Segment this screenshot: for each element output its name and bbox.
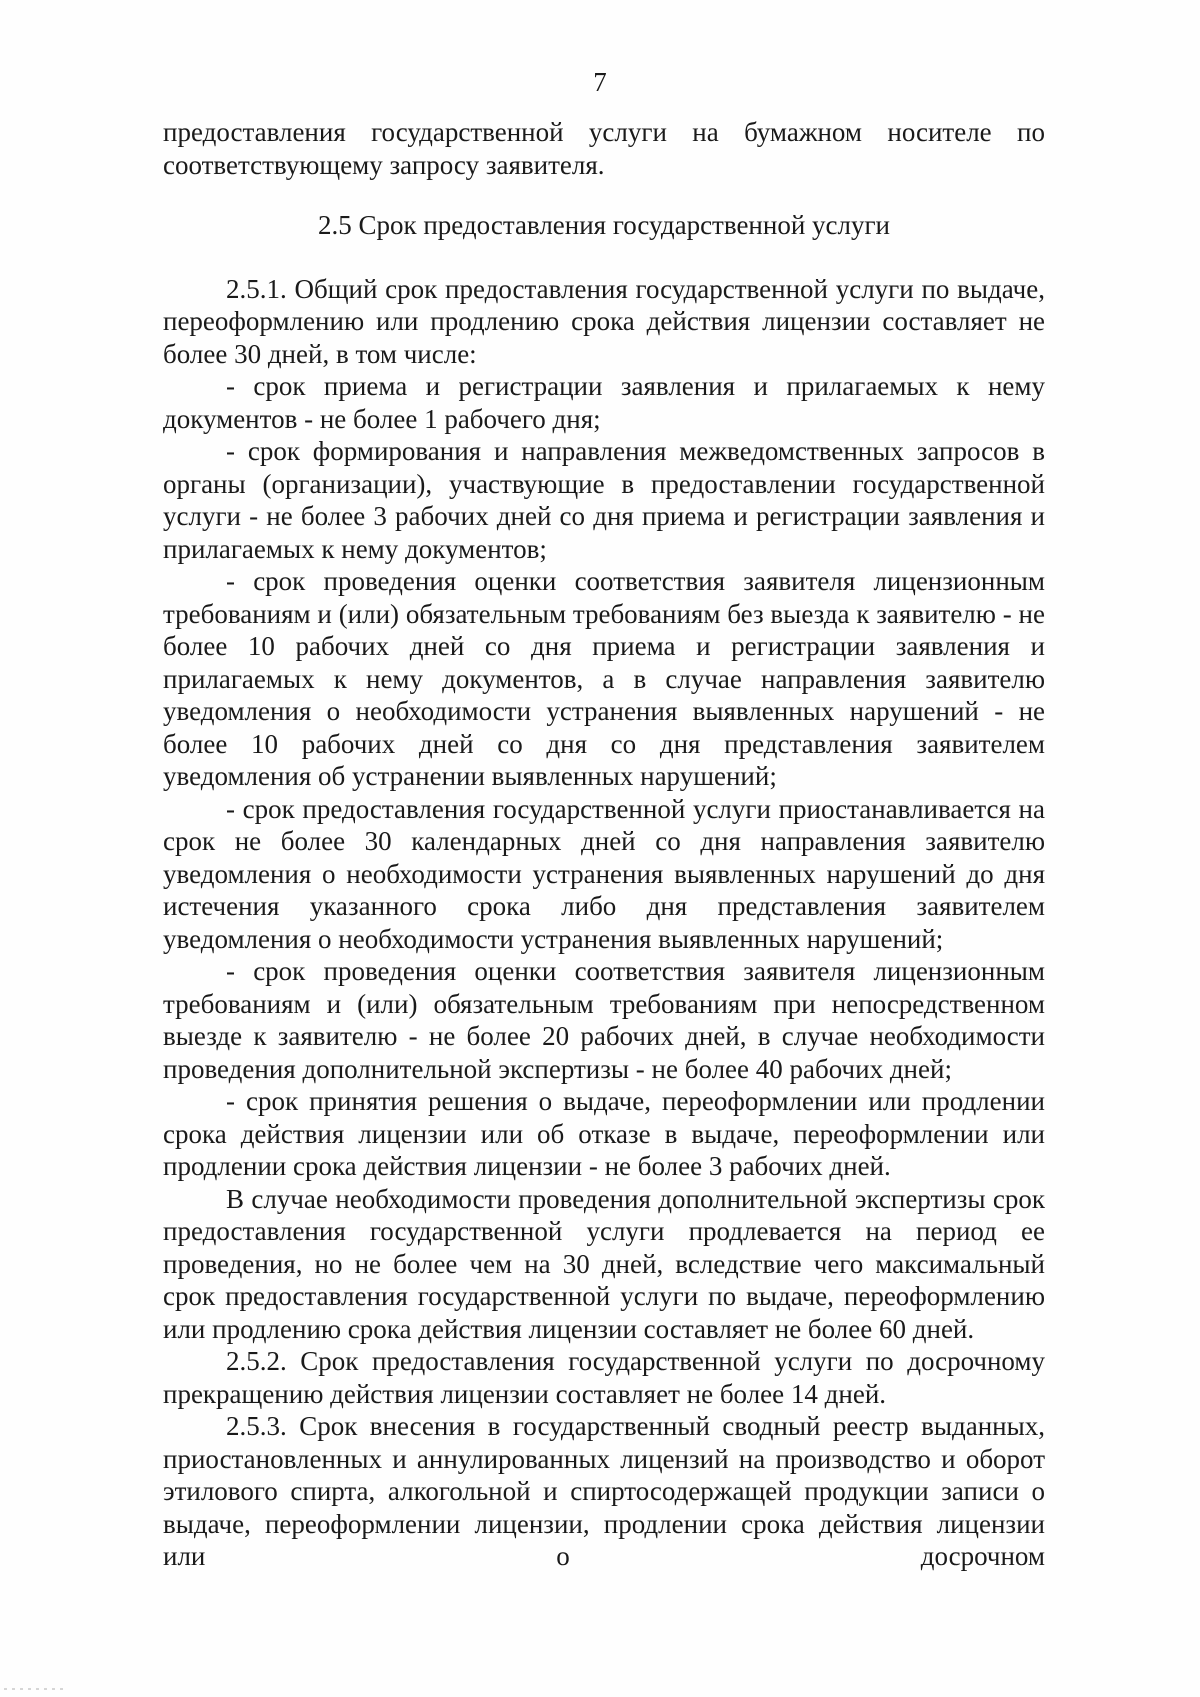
paragraph-item-assessment-onsite: - срок проведения оценки соответствия заявителя лицензионным требованиям и (или) обязательным требованиям при непосредственном выезде к заявителю - не более 20 рабочих дней, в случае необходимости проведения дополнительной экспертизы - не более 40 рабочих дней; <box>163 956 1045 1084</box>
section-heading: 2.5 Срок предоставления государственной услуги <box>317 210 891 240</box>
paragraph-item-assessment-remote: - срок проведения оценки соответствия заявителя лицензионным требованиям и (или) обязательным требованиям без выезда к заявителю - не более 10 рабочих дней со дня приема и регистрации заявления и прилагаемых к нему документов, а в случае направления заявителю уведомления о необходимости устранения выявленных нарушений - не более 10 рабочих дней со дня со дня представления заявителем уведомления об устранении выявленных нарушений; <box>163 566 1045 791</box>
paragraph-2-5-1: 2.5.1. Общий срок предоставления государственной услуги по выдаче, переоформлению или продлению срока действия лицензии составляет не более 30 дней, в том числе: <box>163 273 1045 369</box>
paragraph-item-suspension: - срок предоставления государственной услуги приостанавливается на срок не более 30 календарных дней со дня направления заявителю уведомления о необходимости устранения выявленных нарушений до дня истечения указанного срока либо дня представления заявителем уведомления о необходимости устранения выявленных нарушений; <box>163 793 1045 954</box>
scan-artifact <box>4 1688 64 1690</box>
paragraph-2-5-2: 2.5.2. Срок предоставления государственной услуги по досрочному прекращению действия лицензии составляет не более 14 дней. <box>163 1346 1045 1409</box>
document-body <box>163 116 1045 1573</box>
paragraph-item-requests: - срок формирования и направления межведомственных запросов в органы (организации), участвующие в предоставлении государственной услуги - не более 3 рабочих дней со дня приема и регистрации заявления и прилагаемых к нему документов; <box>163 436 1045 564</box>
paragraph-item-reception: - срок приема и регистрации заявления и прилагаемых к нему документов - не более 1 рабочего дня; <box>163 371 1045 434</box>
paragraph-expertise: В случае необходимости проведения дополнительной экспертизы срок предоставления государственной услуги продлевается на период ее проведения, но не более чем на 30 дней, вследствие чего максимальный срок предоставления государственной услуги по выдаче, переоформлению или продлению срока действия лицензии составляет не более 60 дней. <box>163 1183 1045 1344</box>
page-number: 7 <box>593 67 607 97</box>
paragraph-continuation: предоставления государственной услуги на бумажном носителе по соответствующему запросу заявителя. <box>163 117 1045 180</box>
paragraph-2-5-3: 2.5.3. Срок внесения в государственный сводный реестр выданных, приостановленных и аннулированных лицензий на производство и оборот этилового спирта, алкогольной и спиртосодержащей продукции записи о выдаче, переоформлении лицензии, продлении срока действия лицензии или о досрочном <box>163 1411 1045 1571</box>
paragraph-item-decision: - срок принятия решения о выдаче, переоформлении или продлении срока действия лицензии или об отказе в выдаче, переоформлении или продлении срока действия лицензии - не более 3 рабочих дней. <box>163 1086 1045 1181</box>
